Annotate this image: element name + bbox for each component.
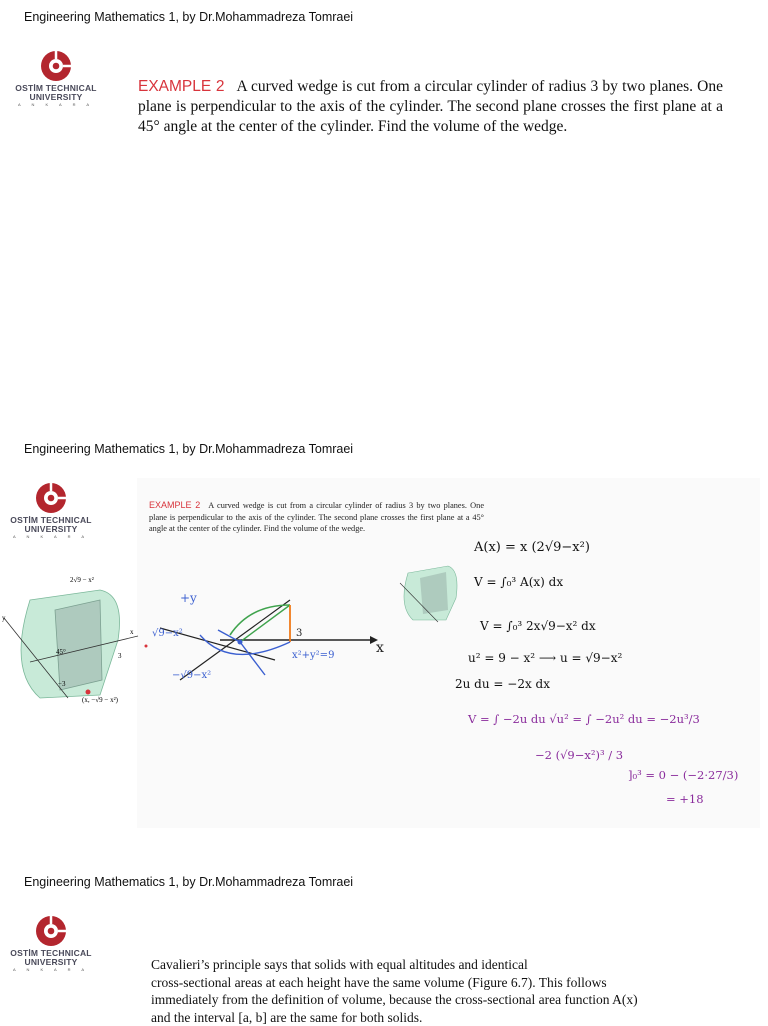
- cavalieri-paragraph: [151, 956, 751, 1026]
- hw-eval-right: ]₀³ = 0 − (−2·27/3): [628, 768, 738, 782]
- sketch-green-curve: [230, 605, 290, 635]
- sketch-label-sqrt-neg: −√9−x²: [172, 670, 211, 681]
- university-logo-icon: [33, 913, 69, 949]
- university-city: A N K A R A: [1, 967, 101, 972]
- wedge-figure: [0, 570, 140, 710]
- sketch-label-y: +y: [180, 591, 197, 605]
- cavalieri-line: cross-sectional areas at each height have the same volume (Figure 6.7). This follows: [151, 974, 751, 992]
- hw-vol2: V = ∫₀³ 2x√9−x² dx: [480, 619, 596, 633]
- slide2-header: Engineering Mathematics 1, by Dr.Mohammadreza Tomraei: [24, 442, 353, 456]
- cavalieri-line: immediately from the definition of volume, because the cross-sectional area function A(x): [151, 991, 751, 1009]
- example-tag: EXAMPLE 2: [149, 500, 200, 510]
- slide3-header: Engineering Mathematics 1, by Dr.Mohammadreza Tomraei: [24, 875, 353, 889]
- cavalieri-line: Cavalieri’s principle says that solids with equal altitudes and identical: [151, 956, 751, 974]
- sketch-label-three: 3: [296, 628, 302, 639]
- hw-sub: u² = 9 − x² ⟶ u = √9−x²: [468, 651, 622, 665]
- slide1-header: Engineering Mathematics 1, by Dr.Mohammadreza Tomraei: [24, 10, 353, 24]
- hw-int: V = ∫ −2u du √u² = ∫ −2u² du = −2u³/3: [468, 712, 700, 726]
- slide3-logo: [1, 913, 101, 972]
- university-name: OSTİM TECHNICAL UNIVERSITY: [1, 949, 101, 967]
- slide2-logo: [1, 480, 101, 539]
- label-angle: 45°: [56, 648, 66, 656]
- slide2-example: [149, 500, 484, 535]
- example-text: A curved wedge is cut from a circular cylinder of radius 3 by two planes. One plane is perpendicular to the axis of the cylinder. The second plane crosses the first plane at a 45° angle at the center of the cylinder. Find the volume of the wedge.: [138, 78, 723, 135]
- sketch-label-circle: x²+y²=9: [292, 650, 334, 661]
- university-logo-icon: [33, 480, 69, 516]
- label-x: x: [130, 628, 134, 636]
- label-point: (x, −√9 − x²): [82, 696, 119, 704]
- university-name: OSTİM TECHNICAL UNIVERSITY: [1, 516, 101, 534]
- wedge-plane: [55, 600, 102, 690]
- hw-answer: = +18: [666, 792, 704, 806]
- university-city: A N K A R A: [1, 534, 101, 539]
- hw-area: A(x) = x (2√9−x²): [474, 540, 590, 555]
- sketch-label-x: x: [376, 640, 384, 656]
- hw-eval-left: −2 (√9−x²)³ / 3: [535, 748, 623, 762]
- point-marker: [86, 690, 91, 695]
- slide1-example: [138, 77, 723, 137]
- university-name: OSTİM TECHNICAL UNIVERSITY: [6, 84, 106, 102]
- example-tag: EXAMPLE 2: [138, 78, 224, 95]
- hw-diff: 2u du = −2x dx: [455, 677, 550, 691]
- sketch-label-sqrt-pos: √9−x²: [152, 628, 183, 639]
- label-tick: 3: [118, 652, 122, 660]
- sketch-green-line: [240, 605, 290, 642]
- example-text: A curved wedge is cut from a circular cylinder of radius 3 by two planes. One plane is perpendicular to the axis of the cylinder. The second plane crosses the first plane at a 45° angle at the center of the cylinder. Find the volume of the wedge.: [149, 501, 484, 533]
- label-top: 2√9 − x²: [70, 576, 94, 584]
- university-logo-icon: [38, 48, 74, 84]
- label-y: y: [2, 614, 6, 622]
- university-city: A N K A R A: [6, 102, 106, 107]
- slide1-logo: [6, 48, 106, 107]
- label-neg: −3: [58, 680, 66, 688]
- hand-sketch: [140, 560, 440, 700]
- hw-vol1: V = ∫₀³ A(x) dx: [474, 575, 563, 589]
- cavalieri-line: and the interval [a, b] are the same for both solids.: [151, 1009, 751, 1026]
